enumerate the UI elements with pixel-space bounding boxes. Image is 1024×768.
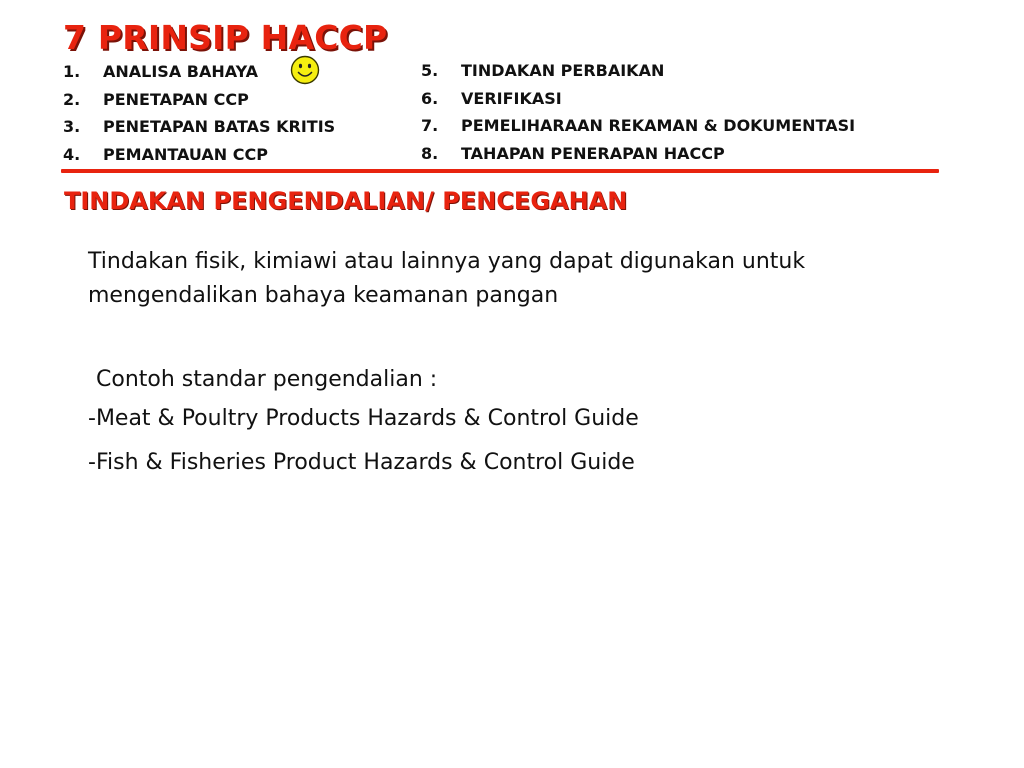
- list-item-label: PEMELIHARAAN REKAMAN & DOKUMENTASI: [461, 116, 856, 136]
- list-item: [63, 113, 335, 141]
- list-item-label: PENETAPAN BATAS KRITIS: [103, 117, 336, 137]
- principles-list-right: [421, 57, 855, 167]
- list-item: [63, 141, 335, 169]
- list-item-number: 7.: [421, 116, 439, 136]
- list-item-number: 4.: [63, 144, 81, 164]
- example-item: -Fish & Fisheries Product Hazards & Control Guide: [88, 450, 635, 475]
- page-title: 7 PRINSIP HACCP: [63, 18, 388, 57]
- list-item-number: 5.: [421, 61, 439, 81]
- list-item-number: 8.: [421, 143, 439, 163]
- smiley-face-icon: [290, 55, 320, 85]
- definition-text: [88, 245, 948, 313]
- examples-label: Contoh standar pengendalian :: [96, 367, 438, 392]
- list-item-number: 3.: [63, 117, 81, 137]
- list-item: [63, 86, 335, 114]
- list-item-label: TINDAKAN PERBAIKAN: [461, 61, 665, 81]
- list-item: [421, 57, 855, 85]
- list-item-label: TAHAPAN PENERAPAN HACCP: [461, 143, 725, 163]
- section-title: TINDAKAN PENGENDALIAN/ PENCEGAHAN: [64, 187, 628, 215]
- list-item-label: ANALISA BAHAYA: [103, 62, 259, 82]
- list-item: [421, 112, 855, 140]
- list-item: [421, 85, 855, 113]
- list-item-label: VERIFIKASI: [461, 88, 562, 108]
- list-item: [421, 140, 855, 168]
- list-item-number: 6.: [421, 88, 439, 108]
- definition-line: Tindakan fisik, kimiawi atau lainnya yang dapat digunakan untuk: [88, 249, 806, 274]
- list-item-label: PENETAPAN CCP: [103, 89, 249, 109]
- definition-line: mengendalikan bahaya keamanan pangan: [88, 283, 559, 308]
- list-item-number: 2.: [63, 89, 81, 109]
- section-divider: [61, 169, 939, 173]
- list-item-label: PEMANTAUAN CCP: [103, 144, 268, 164]
- list-item-number: 1.: [63, 62, 81, 82]
- example-item: -Meat & Poultry Products Hazards & Control Guide: [88, 406, 639, 431]
